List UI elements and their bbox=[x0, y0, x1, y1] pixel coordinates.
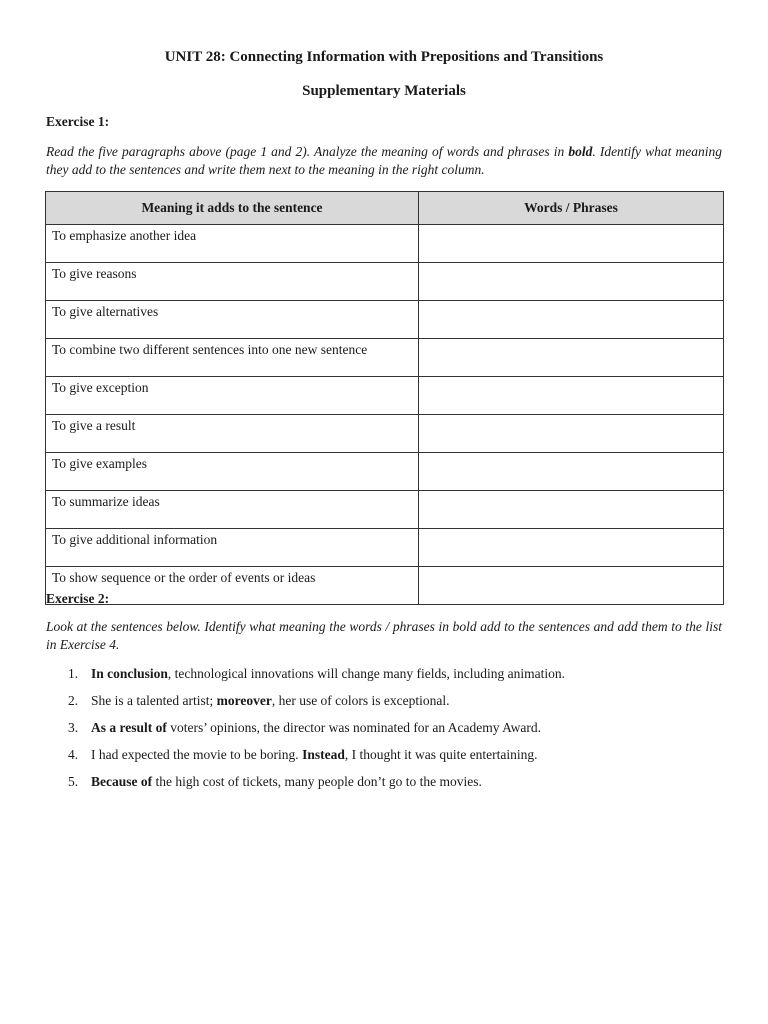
meaning-cell: To give alternatives bbox=[46, 301, 419, 339]
exercise1-instruction-part1: Read the five paragraphs above (page 1 and 2). Analyze the meaning of words and phrases in bbox=[46, 144, 569, 159]
words-phrases-cell[interactable] bbox=[419, 529, 724, 567]
exercise1-instruction-part2: . Identify what meaning they add to the sentences and write them next to the meaning in the right column. bbox=[46, 144, 723, 177]
table-row bbox=[46, 567, 724, 605]
sentence-item bbox=[46, 719, 565, 746]
exercise1-heading: Exercise 1: bbox=[46, 114, 110, 129]
sentence-text bbox=[91, 773, 482, 800]
meaning-cell: To emphasize another idea bbox=[46, 225, 419, 263]
exercise1-instructions bbox=[46, 143, 722, 179]
sentence-number: 5. bbox=[68, 774, 79, 789]
sentence-rest: , technological innovations will change many fields, including animation. bbox=[167, 666, 565, 681]
words-phrases-cell[interactable] bbox=[419, 567, 724, 605]
sentence-bold-phrase: As a result of bbox=[91, 720, 167, 735]
words-phrases-cell[interactable] bbox=[419, 377, 724, 415]
table-row bbox=[46, 339, 724, 377]
sentence-prefix: She is a talented artist; bbox=[91, 693, 217, 708]
sentence-list bbox=[46, 665, 565, 800]
table-row bbox=[46, 453, 724, 491]
column-header-meaning: Meaning it adds to the sentence bbox=[46, 192, 419, 225]
words-phrases-cell[interactable] bbox=[419, 339, 724, 377]
sentence-text bbox=[91, 665, 565, 692]
words-phrases-cell[interactable] bbox=[419, 491, 724, 529]
page-subtitle: Supplementary Materials bbox=[302, 83, 466, 99]
table-row bbox=[46, 225, 724, 263]
column-header-words: Words / Phrases bbox=[419, 192, 724, 225]
table-row bbox=[46, 491, 724, 529]
words-phrases-cell[interactable] bbox=[419, 301, 724, 339]
sentence-rest: the high cost of tickets, many people don’t go to the movies. bbox=[152, 774, 482, 789]
exercise2-heading: Exercise 2: bbox=[46, 591, 110, 606]
sentence-text bbox=[91, 692, 450, 719]
sentence-rest: voters’ opinions, the director was nominated for an Academy Award. bbox=[166, 720, 542, 735]
meaning-cell: To summarize ideas bbox=[46, 491, 419, 529]
meaning-cell: To give a result bbox=[46, 415, 419, 453]
sentence-rest: , I thought it was quite entertaining. bbox=[344, 747, 538, 762]
words-phrases-cell[interactable] bbox=[419, 263, 724, 301]
sentence-item bbox=[46, 665, 565, 692]
unit-title: UNIT 28: Connecting Information with Prepositions and Transitions bbox=[164, 49, 604, 65]
sentence-bold-phrase: Instead bbox=[302, 747, 345, 762]
meaning-cell: To give exception bbox=[46, 377, 419, 415]
meaning-cell: To give reasons bbox=[46, 263, 419, 301]
sentence-number: 4. bbox=[68, 747, 79, 762]
sentence-bold-phrase: Because of bbox=[91, 774, 153, 789]
meaning-cell: To give examples bbox=[46, 453, 419, 491]
words-phrases-cell[interactable] bbox=[419, 453, 724, 491]
sentence-item bbox=[46, 692, 565, 719]
words-phrases-cell[interactable] bbox=[419, 225, 724, 263]
words-phrases-cell[interactable] bbox=[419, 415, 724, 453]
sentence-bold-phrase: moreover bbox=[216, 693, 272, 708]
sentence-number: 3. bbox=[68, 720, 79, 735]
meaning-cell: To combine two different sentences into one new sentence bbox=[46, 339, 419, 377]
sentence-bold-phrase: In conclusion bbox=[91, 666, 168, 681]
table-body bbox=[46, 225, 724, 605]
sentence-item bbox=[46, 773, 565, 800]
sentence-number: 2. bbox=[68, 693, 79, 708]
meaning-cell: To give additional information bbox=[46, 529, 419, 567]
table-row bbox=[46, 377, 724, 415]
sentence-item bbox=[46, 746, 565, 773]
exercise1-instruction-bold: bold bbox=[568, 144, 593, 159]
table-row bbox=[46, 301, 724, 339]
sentence-number: 1. bbox=[68, 666, 79, 681]
meaning-cell: To show sequence or the order of events or ideas bbox=[46, 567, 419, 605]
table-row bbox=[46, 263, 724, 301]
sentence-rest: , her use of colors is exceptional. bbox=[271, 693, 450, 708]
table-row bbox=[46, 529, 724, 567]
exercise2-instructions: Look at the sentences below. Identify what meaning the words / phrases in bold add to the sentences and add them to the list in Exercise 4. bbox=[46, 619, 722, 652]
sentence-prefix: I had expected the movie to be boring. bbox=[91, 747, 303, 762]
sentence-text bbox=[91, 746, 538, 773]
meaning-table bbox=[45, 191, 724, 605]
sentence-text bbox=[91, 719, 541, 746]
table-row bbox=[46, 415, 724, 453]
table-header-row bbox=[46, 192, 724, 225]
